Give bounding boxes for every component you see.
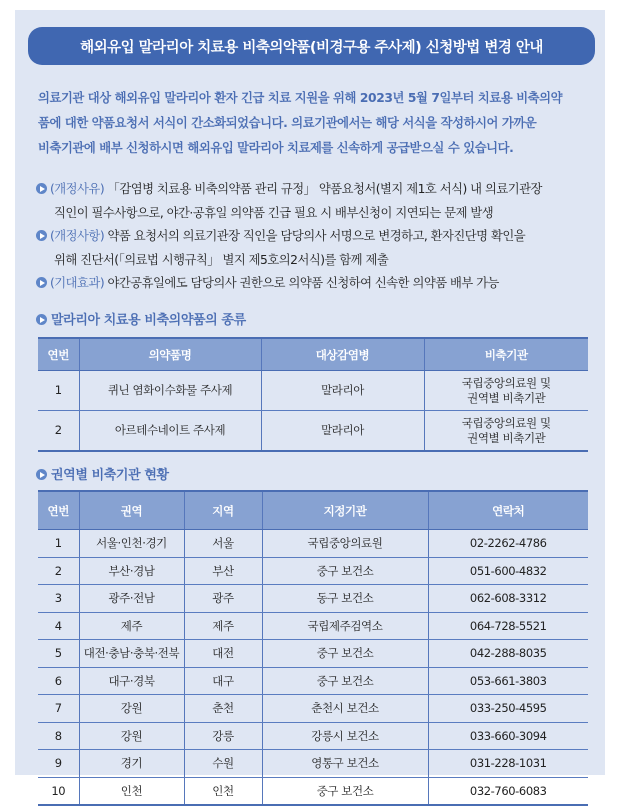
play-circle-icon [36, 183, 47, 194]
table-cell: 부산·경남 [79, 557, 184, 585]
bullet-continuation: 위해 진단서(「의료법 시행규칙」 별지 제5호의2서식)를 함께 제출 [54, 252, 389, 267]
bullet-list [36, 178, 601, 296]
table-cell: 말라리아 [261, 411, 424, 452]
column-header: 지역 [184, 491, 262, 530]
section-heading-stockpile [36, 464, 169, 483]
table-cell: 국립중앙의료원 [262, 530, 428, 558]
bullet-text: 약품 요청서의 의료기관장 직인을 담당의사 서명으로 변경하고, 환자진단명 확인을 [104, 229, 526, 243]
table-cell: 032-760-6083 [428, 777, 588, 805]
table-row [38, 371, 588, 411]
table-cell: 제주 [184, 612, 262, 640]
play-circle-icon [36, 469, 47, 480]
play-circle-icon [36, 314, 47, 325]
table-cell: 말라리아 [261, 371, 424, 411]
section-title: 권역별 비축기관 현황 [51, 468, 169, 483]
table-cell: 부산 [184, 557, 262, 585]
column-header: 의약품명 [79, 338, 261, 371]
cell-line: 권역별 비축기관 [467, 390, 546, 405]
bullet-text: 「감염병 치료용 비축의약품 관리 규정」 약품요청서(별지 제1호 서식) 내 의료기관장 [104, 182, 542, 196]
table-cell: 대구 [184, 667, 262, 695]
table-cell: 1 [38, 530, 79, 558]
table-cell: 062-608-3312 [428, 585, 588, 613]
bullet-text: 야간공휴일에도 담당의사 권한으로 의약품 신청하여 신속한 의약품 배부 가능 [104, 276, 499, 290]
column-header: 연번 [38, 491, 79, 530]
table-cell: 6 [38, 667, 79, 695]
table-cell: 대전·충남·충북·전북 [79, 640, 184, 668]
column-header: 연락처 [428, 491, 588, 530]
table-row [38, 640, 588, 668]
table-cell: 중구 보건소 [262, 640, 428, 668]
table-row [38, 411, 588, 452]
column-header: 대상감염병 [261, 338, 424, 371]
table-cell: 인천 [79, 777, 184, 805]
table-row [38, 777, 588, 805]
table-cell: 중구 보건소 [262, 557, 428, 585]
table-cell: 강원 [79, 722, 184, 750]
table-cell: 중구 보건소 [262, 777, 428, 805]
table-cell: 춘천시 보건소 [262, 695, 428, 723]
column-header: 연번 [38, 338, 79, 371]
table-cell: 8 [38, 722, 79, 750]
table-cell: 051-600-4832 [428, 557, 588, 585]
column-header: 지정기관 [262, 491, 428, 530]
table-row [38, 722, 588, 750]
column-header: 비축기관 [424, 338, 588, 371]
table-cell: 동구 보건소 [262, 585, 428, 613]
table-cell: 중구 보건소 [262, 667, 428, 695]
bullet-item [36, 225, 601, 249]
table-cell: 053-661-3803 [428, 667, 588, 695]
table-cell: 서울·인천·경기 [79, 530, 184, 558]
table-cell: 7 [38, 695, 79, 723]
table-cell: 강릉시 보건소 [262, 722, 428, 750]
table-cell: 광주·전남 [79, 585, 184, 613]
play-circle-icon [36, 230, 47, 241]
cell-line: 국립중앙의료원 및 [461, 375, 551, 390]
table-cell: 아르테수네이트 주사제 [79, 411, 261, 452]
table-row [38, 585, 588, 613]
cell-line: 권역별 비축기관 [467, 430, 546, 445]
intro-line: 품에 대한 약품요청서 서식이 간소화되었습니다. 의료기관에서는 해당 서식을 작성하시어 가까운 [38, 116, 537, 130]
table-cell: 1 [38, 371, 79, 411]
table-cell: 2 [38, 557, 79, 585]
table-row [38, 750, 588, 778]
intro-line: 비축기관에 배부 신청하시면 해외유입 말라리아 치료제를 신속하게 공급받으실 수 있습니다. [38, 141, 514, 155]
bullet-tag: (기대효과) [50, 276, 105, 290]
table-cell: 인천 [184, 777, 262, 805]
table-cell: 퀴닌 염화이수화물 주사제 [79, 371, 261, 411]
table-cell: 9 [38, 750, 79, 778]
bullet-tag: (개정사유) [50, 182, 105, 196]
table-cell [424, 411, 588, 452]
table-cell: 강원 [79, 695, 184, 723]
table-cell: 064-728-5521 [428, 612, 588, 640]
table-cell: 031-228-1031 [428, 750, 588, 778]
bullet-item [36, 178, 601, 202]
section-title: 말라리아 치료용 비축의약품의 종류 [51, 313, 246, 328]
table-cell: 대전 [184, 640, 262, 668]
table-cell: 경기 [79, 750, 184, 778]
table-cell: 서울 [184, 530, 262, 558]
table-cell: 제주 [79, 612, 184, 640]
table-cell: 10 [38, 777, 79, 805]
table-row [38, 667, 588, 695]
table-cell: 033-660-3094 [428, 722, 588, 750]
table-cell: 춘천 [184, 695, 262, 723]
table-cell: 2 [38, 411, 79, 452]
table-cell [424, 371, 588, 411]
section-heading-drugs [36, 309, 246, 328]
table-cell: 대구·경북 [79, 667, 184, 695]
table-cell: 5 [38, 640, 79, 668]
table-row [38, 612, 588, 640]
table-cell: 영통구 보건소 [262, 750, 428, 778]
table-row [38, 557, 588, 585]
table-cell: 수원 [184, 750, 262, 778]
table-cell: 국립제주검역소 [262, 612, 428, 640]
table-row [38, 695, 588, 723]
intro-line: 의료기관 대상 해외유입 말라리아 환자 긴급 치료 지원을 위해 2023년 5월 7일부터 치료용 비축의약 [38, 91, 563, 105]
table-cell: 033-250-4595 [428, 695, 588, 723]
table-row [38, 530, 588, 558]
page-title: 해외유입 말라리아 치료용 비축의약품(비경구용 주사제) 신청방법 변경 안내 [28, 27, 595, 65]
table-cell: 3 [38, 585, 79, 613]
table-cell: 4 [38, 612, 79, 640]
table-cell: 042-288-8035 [428, 640, 588, 668]
stockpile-table [38, 490, 588, 806]
cell-line: 국립중앙의료원 및 [461, 415, 551, 430]
play-circle-icon [36, 277, 47, 288]
table-cell: 02-2262-4786 [428, 530, 588, 558]
bullet-item [36, 272, 601, 296]
intro-paragraph [38, 86, 598, 161]
table-cell: 강릉 [184, 722, 262, 750]
column-header: 권역 [79, 491, 184, 530]
drug-table [38, 337, 588, 452]
table-cell: 광주 [184, 585, 262, 613]
bullet-continuation: 직인이 필수사항으로, 야간·공휴일 의약품 긴급 필요 시 배부신청이 지연되는 문제 발생 [54, 205, 494, 220]
bullet-tag: (개정사항) [50, 229, 105, 243]
